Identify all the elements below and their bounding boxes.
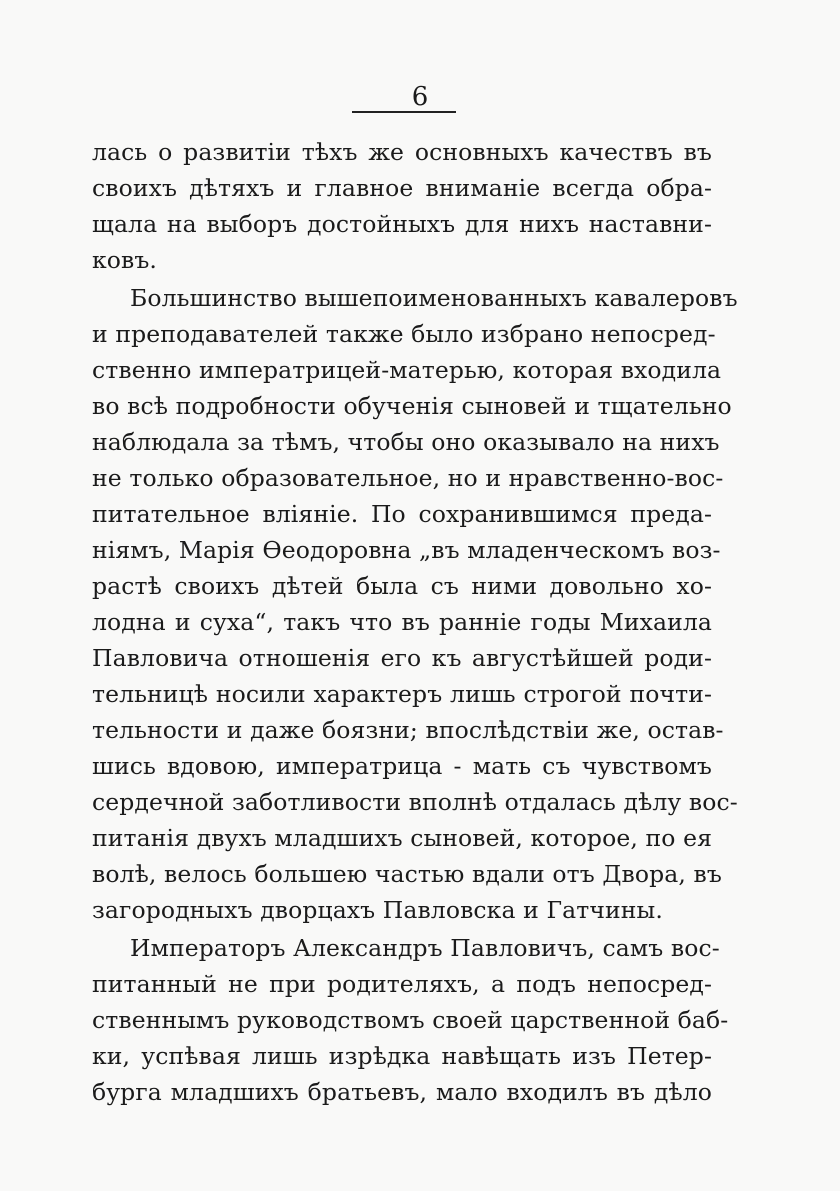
text-line: ковъ. — [92, 246, 157, 274]
text-line: питательное вліяніе. По сохранившимся преда- — [92, 500, 712, 528]
text-line: лодна и суха“, такъ что въ ранніе годы Михаила — [92, 608, 712, 636]
text-line: ки, успѣвая лишь изрѣдка навѣщать изъ Петер- — [92, 1042, 712, 1070]
text-line: питанія двухъ младшихъ сыновей, которое, по ея — [92, 824, 712, 852]
paragraph-first-line: Большинство вышепоименованныхъ кавалеровъ — [130, 284, 738, 312]
text-line: Павловича отношенія его къ августѣйшей роди- — [92, 644, 712, 672]
text-line: во всѣ подробности обученія сыновей и тщательно — [92, 392, 732, 420]
text-line: сердечной заботливости вполнѣ отдалась дѣлу вос- — [92, 788, 738, 816]
text-line: бурга младшихъ братьевъ, мало входилъ въ дѣло — [92, 1078, 712, 1106]
text-line: лась о развитіи тѣхъ же основныхъ качествъ въ — [92, 138, 712, 166]
text-line: ственнымъ руководствомъ своей царственной баб- — [92, 1006, 729, 1034]
text-line: загородныхъ дворцахъ Павловска и Гатчины. — [92, 896, 663, 924]
text-line: ственно императрицей-матерью, которая входила — [92, 356, 722, 384]
text-line: питанный не при родителяхъ, а подъ непосред- — [92, 970, 712, 998]
text-line: наблюдала за тѣмъ, чтобы оно оказывало на нихъ — [92, 428, 720, 456]
text-line: и преподавателей также было избрано непосред- — [92, 320, 716, 348]
text-line: не только образовательное, но и нравственно-вос- — [92, 464, 724, 492]
text-line: растѣ своихъ дѣтей была съ ними довольно хо- — [92, 572, 712, 600]
text-line: своихъ дѣтяхъ и главное вниманіе всегда обра- — [92, 174, 712, 202]
paragraph-first-line: Императоръ Александръ Павловичъ, самъ вос- — [130, 934, 720, 962]
text-line: шись вдовою, императрица - мать съ чувствомъ — [92, 752, 712, 780]
text-line: волѣ, велось большею частью вдали отъ Двора, въ — [92, 860, 722, 888]
text-line: ніямъ, Марія Ѳеодоровна „въ младенческомъ воз- — [92, 536, 721, 564]
text-line: тельности и даже боязни; впослѣдствіи же, остав- — [92, 716, 724, 744]
page-number: 6 — [411, 82, 429, 112]
page-number-rule — [352, 111, 456, 113]
text-line: тельницѣ носили характеръ лишь строгой почти- — [92, 680, 712, 708]
text-line: щала на выборъ достойныхъ для нихъ наставни- — [92, 210, 712, 238]
